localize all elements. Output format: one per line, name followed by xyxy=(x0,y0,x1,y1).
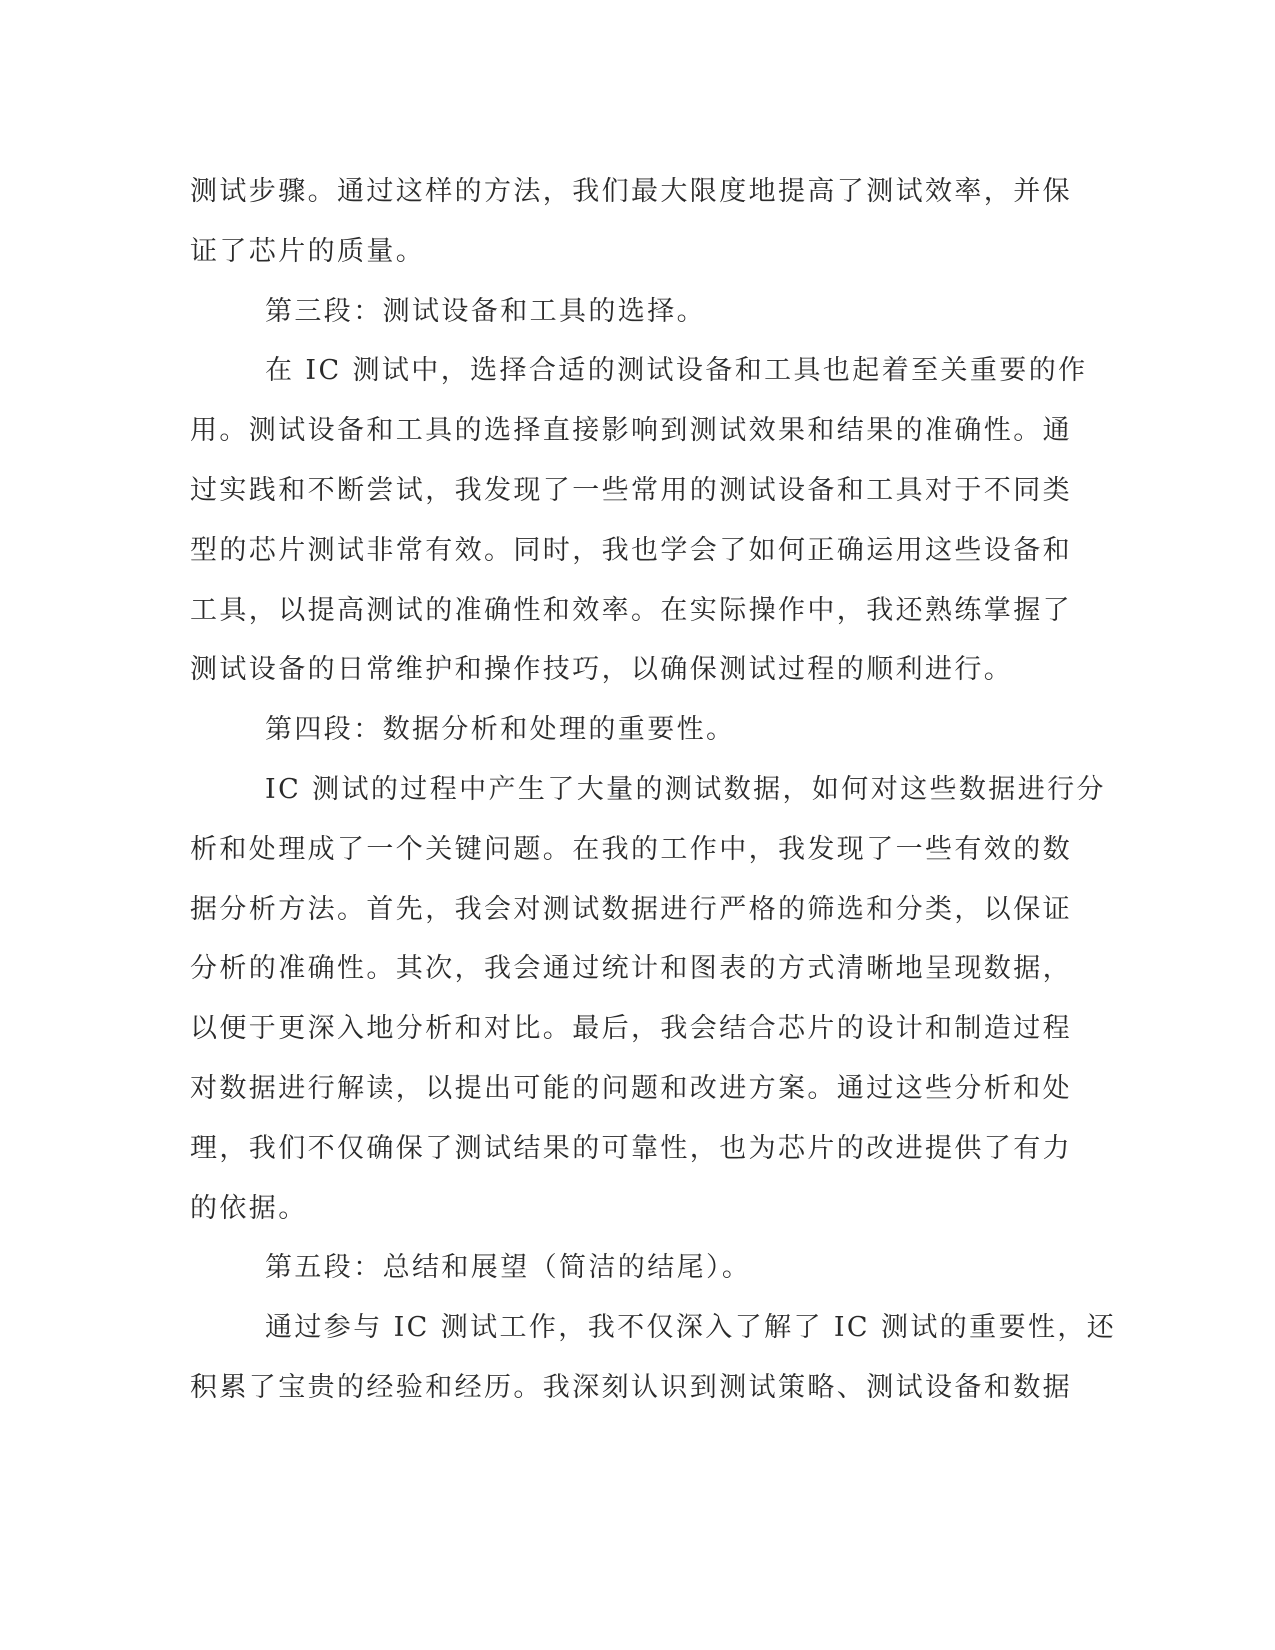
text-line: 据分析方法。首先，我会对测试数据进行严格的筛选和分类，以保证 xyxy=(190,893,1072,925)
text-line: 理，我们不仅确保了测试结果的可靠性，也为芯片的改进提供了有力 xyxy=(190,1132,1072,1164)
paragraph-first-line: 通过参与 IC 测试工作，我不仅深入了解了 IC 测试的重要性，还 xyxy=(265,1312,1117,1344)
text-line: 的依据。 xyxy=(190,1192,308,1224)
paragraph-first-line: IC 测试的过程中产生了大量的测试数据，如何对这些数据进行分 xyxy=(265,773,1106,805)
text-line: 过实践和不断尝试，我发现了一些常用的测试设备和工具对于不同类 xyxy=(190,474,1072,506)
text-line: 型的芯片测试非常有效。同时，我也学会了如何正确运用这些设备和 xyxy=(190,534,1072,566)
text-line: 积累了宝贵的经验和经历。我深刻认识到测试策略、测试设备和数据 xyxy=(190,1371,1072,1403)
document-body xyxy=(190,162,1117,1418)
text-line: 分析的准确性。其次，我会通过统计和图表的方式清晰地呈现数据， xyxy=(190,953,1072,985)
text-line: 以便于更深入地分析和对比。最后，我会结合芯片的设计和制造过程 xyxy=(190,1013,1072,1045)
paragraph-first-line: 在 IC 测试中，选择合适的测试设备和工具也起着至关重要的作 xyxy=(265,355,1088,387)
section-heading: 第五段：总结和展望（简洁的结尾）。 xyxy=(265,1252,752,1284)
text-line: 测试步骤。通过这样的方法，我们最大限度地提高了测试效率，并保 xyxy=(190,176,1072,207)
text-line: 测试设备的日常维护和操作技巧，以确保测试过程的顺利进行。 xyxy=(190,654,1014,686)
text-line: 证了芯片的质量。 xyxy=(190,235,426,267)
text-line: 对数据进行解读，以提出可能的问题和改进方案。通过这些分析和处 xyxy=(190,1072,1072,1104)
text-line: 工具，以提高测试的准确性和效率。在实际操作中，我还熟练掌握了 xyxy=(190,594,1072,626)
section-heading: 第三段：测试设备和工具的选择。 xyxy=(265,295,706,327)
text-line: 用。测试设备和工具的选择直接影响到测试效果和结果的准确性。通 xyxy=(190,415,1072,447)
section-heading: 第四段：数据分析和处理的重要性。 xyxy=(265,714,736,746)
text-line: 析和处理成了一个关键问题。在我的工作中，我发现了一些有效的数 xyxy=(190,833,1072,865)
